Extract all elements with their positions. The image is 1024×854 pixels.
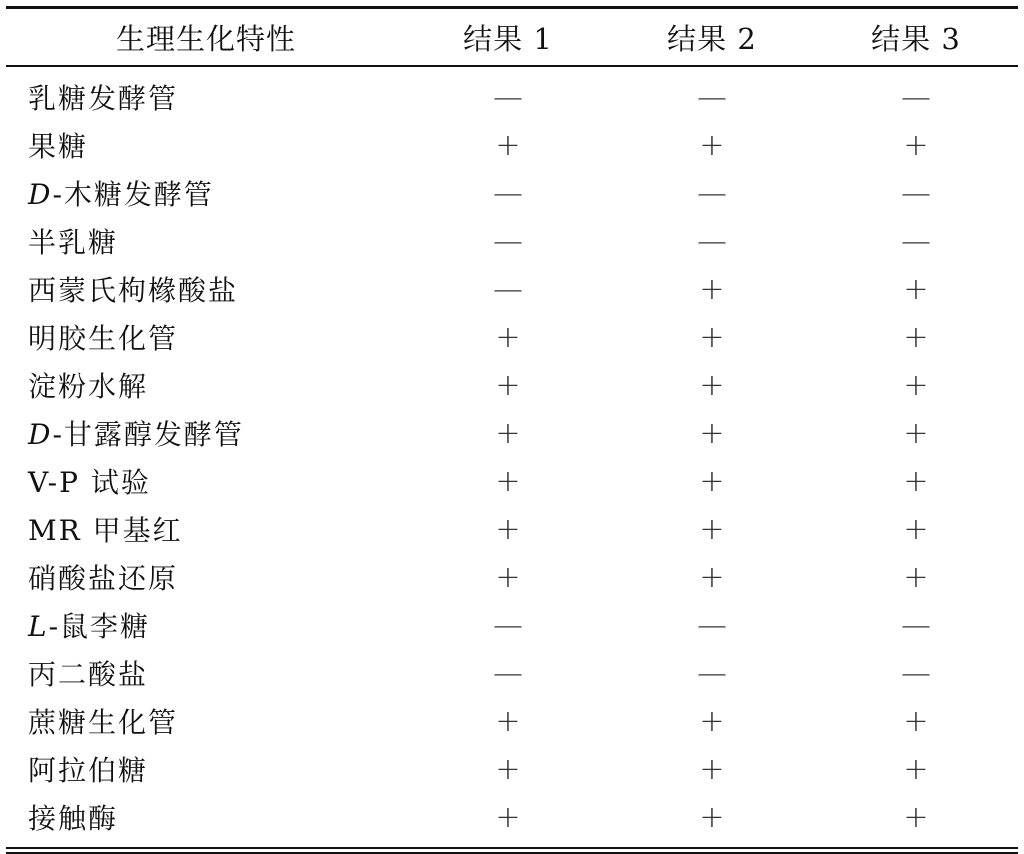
result-1-cell: [406, 272, 610, 307]
row-characteristic-cell: [6, 125, 406, 165]
table-row: [6, 601, 1018, 649]
result-3-cell: [814, 128, 1018, 163]
row-characteristic-cell: [6, 317, 406, 357]
result-2-value: —: [697, 655, 727, 691]
table-body: [6, 67, 1018, 845]
result-2-value: +: [699, 367, 725, 403]
characteristic-label: 硝酸盐还原: [28, 562, 179, 595]
row-characteristic-cell: [6, 269, 406, 309]
table-row: [6, 265, 1018, 313]
result-3-cell: [814, 320, 1018, 355]
result-3-cell: [814, 464, 1018, 499]
result-2-value: —: [697, 79, 727, 115]
result-2-value: +: [699, 799, 725, 835]
header-cell-characteristic: 生理生化特性: [115, 21, 296, 56]
result-3-cell: [814, 704, 1018, 739]
table-row: [6, 313, 1018, 361]
row-characteristic-cell: [6, 653, 406, 693]
result-1-cell: [406, 656, 610, 691]
result-2-value: +: [699, 415, 725, 451]
table-header-row: [6, 9, 1018, 65]
result-2-cell: [610, 800, 814, 835]
result-3-value: —: [901, 175, 931, 211]
result-3-value: +: [903, 463, 929, 499]
result-1-value: +: [495, 319, 521, 355]
table-row: [6, 121, 1018, 169]
result-2-value: +: [699, 559, 725, 595]
result-3-value: —: [901, 655, 931, 691]
result-1-cell: [406, 752, 610, 787]
result-2-cell: [610, 464, 814, 499]
result-1-value: —: [493, 607, 523, 643]
result-1-value: +: [495, 463, 521, 499]
result-3-cell: [814, 608, 1018, 643]
characteristic-label: 半乳糖: [28, 226, 119, 259]
result-3-cell: [814, 656, 1018, 691]
table-bottom-rule: [6, 847, 1018, 849]
result-1-value: —: [493, 655, 523, 691]
result-3-cell: [814, 80, 1018, 115]
characteristic-label: D-甘露醇发酵管: [28, 418, 244, 451]
result-2-cell: [610, 272, 814, 307]
result-2-cell: [610, 608, 814, 643]
table-row: [6, 745, 1018, 793]
result-1-value: +: [495, 367, 521, 403]
row-characteristic-cell: [6, 797, 406, 837]
result-2-cell: [610, 512, 814, 547]
result-3-value: +: [903, 511, 929, 547]
result-1-cell: [406, 800, 610, 835]
result-2-cell: [610, 752, 814, 787]
result-3-value: +: [903, 799, 929, 835]
result-1-cell: [406, 224, 610, 259]
result-1-value: +: [495, 703, 521, 739]
characteristic-label: D-木糖发酵管: [28, 178, 214, 211]
result-2-value: +: [699, 127, 725, 163]
row-characteristic-cell: [6, 749, 406, 789]
result-3-value: +: [903, 751, 929, 787]
result-3-value: +: [903, 271, 929, 307]
result-1-value: +: [495, 751, 521, 787]
result-1-value: +: [495, 559, 521, 595]
result-2-cell: [610, 560, 814, 595]
result-3-value: +: [903, 367, 929, 403]
row-characteristic-cell: [6, 413, 406, 453]
result-2-value: —: [697, 223, 727, 259]
result-1-cell: [406, 176, 610, 211]
table-row: [6, 361, 1018, 409]
result-2-cell: [610, 368, 814, 403]
characteristic-label: L-鼠李糖: [28, 610, 151, 643]
result-1-value: —: [493, 271, 523, 307]
result-1-cell: [406, 608, 610, 643]
result-3-value: +: [903, 319, 929, 355]
result-1-cell: [406, 80, 610, 115]
result-1-value: +: [495, 415, 521, 451]
table-row: [6, 409, 1018, 457]
characteristic-label: 淀粉水解: [28, 370, 149, 403]
row-characteristic-cell: [6, 509, 406, 549]
table-row: [6, 505, 1018, 553]
header-cell-result-3: 结果 3: [871, 21, 961, 56]
row-characteristic-cell: [6, 605, 406, 645]
row-characteristic-cell: [6, 701, 406, 741]
result-1-value: +: [495, 127, 521, 163]
result-1-value: —: [493, 79, 523, 115]
result-2-cell: [610, 320, 814, 355]
result-1-cell: [406, 464, 610, 499]
characteristic-label: 接触酶: [28, 802, 119, 835]
result-1-value: +: [495, 511, 521, 547]
characteristic-label: 西蒙氏枸橼酸盐: [28, 274, 239, 307]
characteristic-label: 乳糖发酵管: [28, 82, 179, 115]
table-row: [6, 793, 1018, 841]
row-characteristic-cell: [6, 461, 406, 501]
table-row: [6, 169, 1018, 217]
result-3-value: +: [903, 127, 929, 163]
characteristic-label: 明胶生化管: [28, 322, 179, 355]
result-2-value: +: [699, 319, 725, 355]
result-3-value: +: [903, 415, 929, 451]
table-row: [6, 217, 1018, 265]
result-3-cell: [814, 512, 1018, 547]
result-1-cell: [406, 560, 610, 595]
result-3-value: —: [901, 607, 931, 643]
result-2-cell: [610, 656, 814, 691]
result-3-cell: [814, 368, 1018, 403]
characteristic-label: 蔗糖生化管: [28, 706, 179, 739]
characteristic-label: 丙二酸盐: [28, 658, 149, 691]
result-2-cell: [610, 176, 814, 211]
result-2-value: +: [699, 703, 725, 739]
result-3-cell: [814, 272, 1018, 307]
result-1-cell: [406, 368, 610, 403]
result-2-value: +: [699, 751, 725, 787]
row-characteristic-cell: [6, 365, 406, 405]
result-1-cell: [406, 512, 610, 547]
table-row: [6, 457, 1018, 505]
table-row: [6, 553, 1018, 601]
table-row: [6, 697, 1018, 745]
result-2-cell: [610, 80, 814, 115]
result-3-cell: [814, 176, 1018, 211]
result-2-value: +: [699, 511, 725, 547]
row-characteristic-cell: [6, 557, 406, 597]
results-table: [6, 6, 1018, 854]
table-row: [6, 649, 1018, 697]
result-2-cell: [610, 416, 814, 451]
result-3-cell: [814, 224, 1018, 259]
result-2-value: +: [699, 463, 725, 499]
result-2-cell: [610, 704, 814, 739]
result-3-cell: [814, 416, 1018, 451]
result-1-cell: [406, 704, 610, 739]
header-cell-result-2: 结果 2: [667, 21, 757, 56]
table-row: [6, 73, 1018, 121]
result-3-value: +: [903, 703, 929, 739]
characteristic-label: 果糖: [28, 130, 89, 163]
result-2-value: +: [699, 271, 725, 307]
result-2-value: —: [697, 175, 727, 211]
result-3-value: —: [901, 79, 931, 115]
row-characteristic-cell: [6, 77, 406, 117]
result-2-value: —: [697, 607, 727, 643]
result-2-cell: [610, 128, 814, 163]
result-1-value: +: [495, 799, 521, 835]
result-1-cell: [406, 416, 610, 451]
result-3-cell: [814, 560, 1018, 595]
row-characteristic-cell: [6, 173, 406, 213]
result-3-value: +: [903, 559, 929, 595]
result-3-cell: [814, 800, 1018, 835]
result-3-cell: [814, 752, 1018, 787]
characteristic-label: V-P 试验: [28, 466, 151, 499]
result-1-cell: [406, 320, 610, 355]
characteristic-label: 阿拉伯糖: [28, 754, 149, 787]
result-2-cell: [610, 224, 814, 259]
result-1-cell: [406, 128, 610, 163]
row-characteristic-cell: [6, 221, 406, 261]
result-1-value: —: [493, 175, 523, 211]
header-cell-result-1: 结果 1: [463, 21, 553, 56]
result-3-value: —: [901, 223, 931, 259]
characteristic-label: MR 甲基红: [28, 514, 183, 547]
result-1-value: —: [493, 223, 523, 259]
